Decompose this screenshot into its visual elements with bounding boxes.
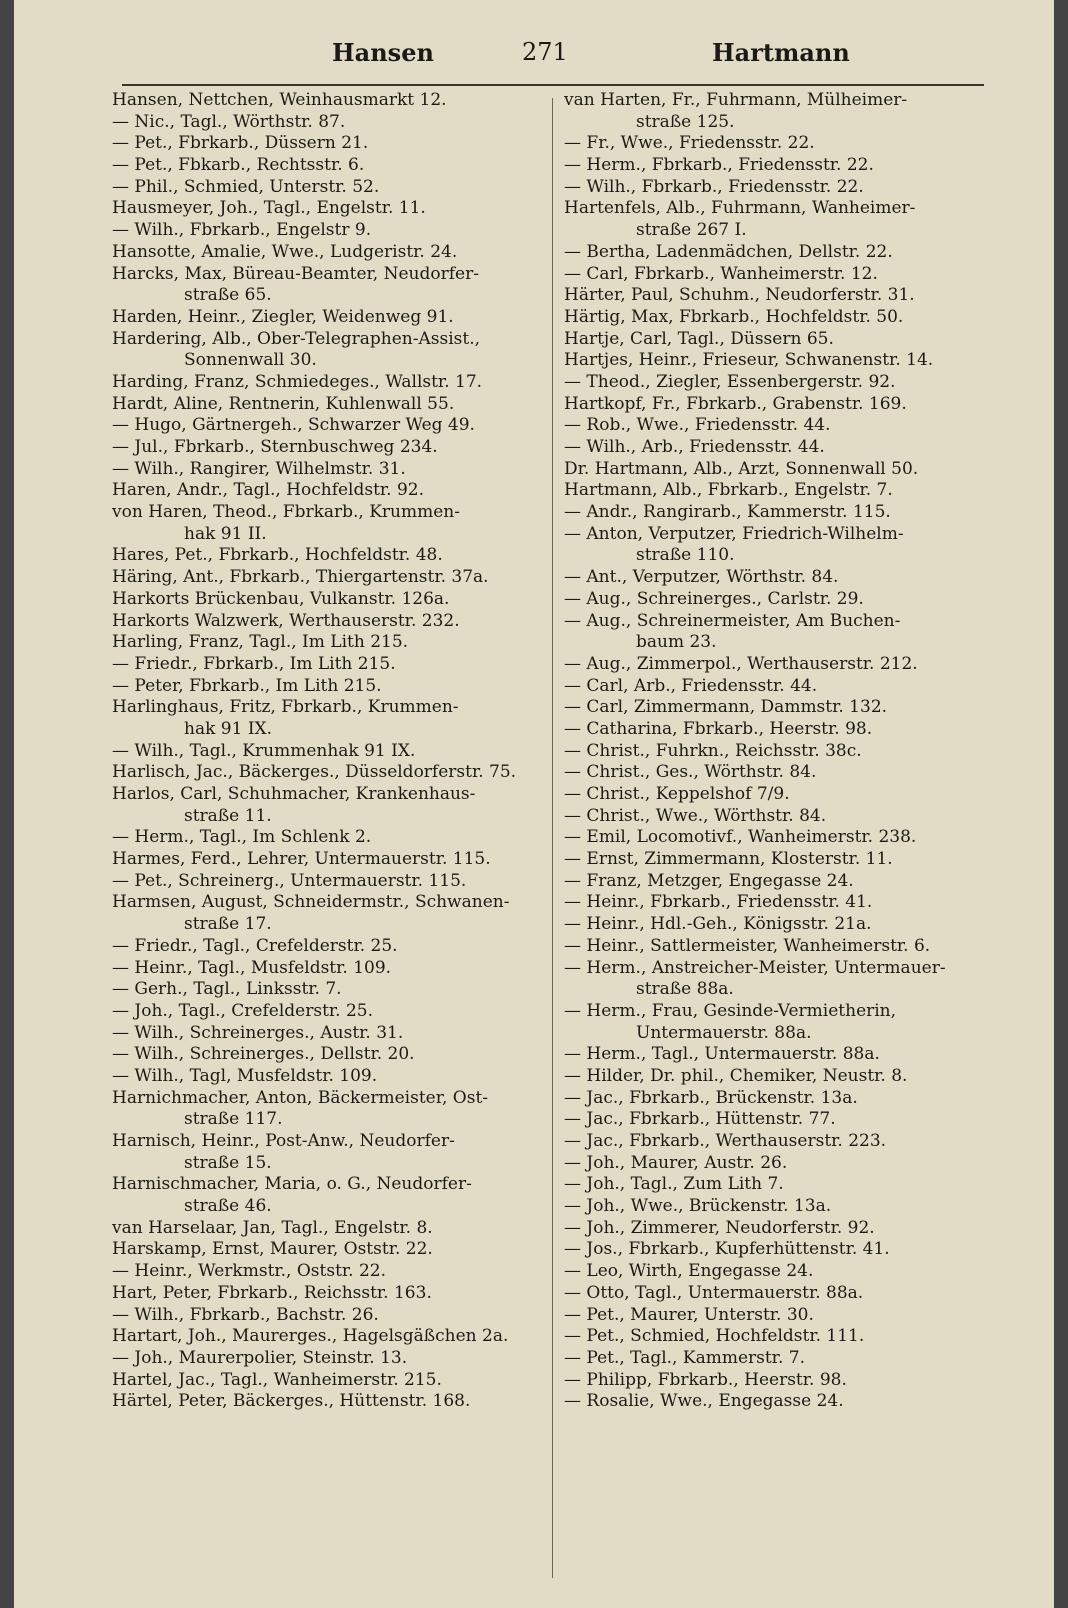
directory-entry: Hardt, Aline, Rentnerin, Kuhlenwall 55.	[112, 393, 455, 414]
directory-entry: — Catharina, Fbrkarb., Heerstr. 98.	[564, 718, 873, 739]
directory-entry: — Andr., Rangirarb., Kammerstr. 115.	[564, 502, 891, 523]
directory-entry: — Peter, Fbrkarb., Im Lith 215.	[112, 675, 382, 696]
directory-entry: — Carl, Arb., Friedensstr. 44.	[564, 675, 818, 696]
header-rule	[122, 84, 984, 86]
directory-entry: — Carl, Zimmermann, Dammstr. 132.	[564, 697, 888, 718]
directory-entry: — Joh., Zimmerer, Neudorferstr. 92.	[564, 1217, 875, 1238]
directory-entry: Hartmann, Alb., Fbrkarb., Engelstr. 7.	[564, 480, 893, 501]
entry-continuation: hak 91 II.	[184, 523, 267, 544]
directory-entry: — Joh., Maurer, Austr. 26.	[564, 1152, 788, 1173]
directory-entry: — Heinr., Fbrkarb., Friedensstr. 41.	[564, 892, 873, 913]
directory-entry: — Philipp, Fbrkarb., Heerstr. 98.	[564, 1369, 847, 1390]
directory-entry: — Aug., Zimmerpol., Werthauserstr. 212.	[564, 653, 918, 674]
directory-entry: Hansotte, Amalie, Wwe., Ludgeristr. 24.	[112, 241, 458, 262]
directory-entry: Härtig, Max, Fbrkarb., Hochfeldstr. 50.	[564, 306, 904, 327]
directory-entry: — Emil, Locomotivf., Wanheimerstr. 238.	[564, 827, 917, 848]
entry-continuation: hak 91 IX.	[184, 718, 273, 739]
directory-entry: Harding, Franz, Schmiedeges., Wallstr. 17.	[112, 371, 483, 392]
directory-entry: — Herm., Tagl., Untermauerstr. 88a.	[564, 1044, 880, 1065]
entry-continuation: straße 65.	[184, 285, 272, 306]
directory-entry: Hart, Peter, Fbrkarb., Reichsstr. 163.	[112, 1282, 432, 1303]
directory-entry: — Heinr., Hdl.-Geh., Königsstr. 21a.	[564, 914, 872, 935]
directory-entry: — Pet., Fbkarb., Rechtsstr. 6.	[112, 155, 365, 176]
directory-entry: — Franz, Metzger, Engegasse 24.	[564, 870, 854, 891]
entry-continuation: straße 46.	[184, 1196, 272, 1217]
directory-entry: — Christ., Wwe., Wörthstr. 84.	[564, 805, 827, 826]
entry-continuation: straße 88a.	[636, 979, 734, 1000]
directory-entry: — Friedr., Tagl., Crefelderstr. 25.	[112, 935, 398, 956]
directory-entry: Härter, Paul, Schuhm., Neudorferstr. 31.	[564, 285, 915, 306]
directory-entry: — Heinr., Tagl., Musfeldstr. 109.	[112, 957, 392, 978]
header-right-catchword: Hartmann	[712, 38, 850, 67]
directory-entry: — Wilh., Schreinerges., Dellstr. 20.	[112, 1044, 415, 1065]
directory-entry: — Pet., Maurer, Unterstr. 30.	[564, 1304, 814, 1325]
directory-entry: — Hugo, Gärtnergeh., Schwarzer Weg 49.	[112, 415, 475, 436]
entry-continuation: straße 11.	[184, 805, 272, 826]
directory-entry: — Aug., Schreinerges., Carlstr. 29.	[564, 588, 864, 609]
directory-entry: — Herm., Frau, Gesinde-Vermietherin,	[564, 1000, 897, 1021]
directory-entry: — Leo, Wirth, Engegasse 24.	[564, 1261, 814, 1282]
directory-entry: — Herm., Fbrkarb., Friedensstr. 22.	[564, 155, 874, 176]
directory-entry: — Christ., Ges., Wörthstr. 84.	[564, 762, 817, 783]
directory-entry: Hansen, Nettchen, Weinhausmarkt 12.	[112, 90, 447, 110]
directory-page	[14, 0, 1054, 1608]
directory-entry: — Ernst, Zimmermann, Klosterstr. 11.	[564, 849, 893, 870]
directory-entry: Härtel, Peter, Bäckerges., Hüttenstr. 168.	[112, 1391, 471, 1412]
directory-entry: van Harten, Fr., Fuhrmann, Mülheimer-	[564, 90, 908, 110]
directory-entry: — Aug., Schreinermeister, Am Buchen-	[564, 610, 901, 631]
directory-entry: — Joh., Tagl., Zum Lith 7.	[564, 1174, 784, 1195]
entry-continuation: Sonnenwall 30.	[184, 350, 317, 371]
directory-entry: — Heinr., Sattlermeister, Wanheimerstr. 6.	[564, 935, 931, 956]
directory-entry: — Christ., Fuhrkn., Reichsstr. 38c.	[564, 740, 862, 761]
directory-entry: Harcks, Max, Büreau-Beamter, Neudorfer-	[112, 263, 479, 284]
directory-entry: van Harselaar, Jan, Tagl., Engelstr. 8.	[112, 1217, 433, 1238]
entry-continuation: straße 17.	[184, 914, 272, 935]
directory-entry: — Bertha, Ladenmädchen, Dellstr. 22.	[564, 241, 893, 262]
directory-entry: — Wilh., Rangirer, Wilhelmstr. 31.	[112, 458, 406, 479]
directory-entry: — Anton, Verputzer, Friedrich-Wilhelm-	[564, 523, 904, 544]
directory-entry: Harnischmacher, Maria, o. G., Neudorfer-	[112, 1174, 472, 1195]
directory-entry: — Gerh., Tagl., Linksstr. 7.	[112, 979, 342, 1000]
directory-entry: Harmsen, August, Schneidermstr., Schwanen-	[112, 892, 510, 913]
right-column	[564, 90, 994, 1413]
directory-entry: Harden, Heinr., Ziegler, Weidenweg 91.	[112, 306, 454, 327]
directory-entry: Harlisch, Jac., Bäckerges., Düsseldorferstr. 75.	[112, 762, 517, 783]
directory-entry: Hartenfels, Alb., Fuhrmann, Wanheimer-	[564, 198, 916, 219]
directory-entry: — Joh., Wwe., Brückenstr. 13a.	[564, 1196, 832, 1217]
directory-entry: — Wilh., Fbrkarb., Bachstr. 26.	[112, 1304, 379, 1325]
entry-continuation: straße 15.	[184, 1152, 272, 1173]
directory-entry: — Theod., Ziegler, Essenbergerstr. 92.	[564, 371, 896, 392]
directory-entry: — Jac., Fbrkarb., Brückenstr. 13a.	[564, 1087, 858, 1108]
directory-entry: — Pet., Fbrkarb., Düssern 21.	[112, 133, 369, 154]
directory-entry: Dr. Hartmann, Alb., Arzt, Sonnenwall 50.	[564, 458, 919, 479]
directory-entry: Harskamp, Ernst, Maurer, Oststr. 22.	[112, 1239, 433, 1260]
directory-entry: Harmes, Ferd., Lehrer, Untermauerstr. 115.	[112, 849, 491, 870]
directory-entry: — Jos., Fbrkarb., Kupferhüttenstr. 41.	[564, 1239, 890, 1260]
directory-entry: — Pet., Tagl., Kammerstr. 7.	[564, 1347, 805, 1368]
directory-entry: Hares, Pet., Fbrkarb., Hochfeldstr. 48.	[112, 545, 443, 566]
directory-entry: von Haren, Theod., Fbrkarb., Krummen-	[112, 502, 461, 523]
directory-entry: — Hilder, Dr. phil., Chemiker, Neustr. 8.	[564, 1065, 908, 1086]
directory-entry: Hausmeyer, Joh., Tagl., Engelstr. 11.	[112, 198, 426, 219]
directory-entry: — Rob., Wwe., Friedensstr. 44.	[564, 415, 831, 436]
directory-entry: — Jul., Fbrkarb., Sternbuschweg 234.	[112, 437, 438, 457]
directory-entry: — Otto, Tagl., Untermauerstr. 88a.	[564, 1282, 864, 1303]
directory-entry: Harlos, Carl, Schuhmacher, Krankenhaus-	[112, 784, 476, 804]
directory-entry: — Rosalie, Wwe., Engegasse 24.	[564, 1391, 844, 1412]
directory-entry: Hartel, Jac., Tagl., Wanheimerstr. 215.	[112, 1369, 442, 1390]
directory-entry: — Joh., Tagl., Crefelderstr. 25.	[112, 1000, 374, 1021]
directory-entry: — Phil., Schmied, Unterstr. 52.	[112, 176, 380, 197]
directory-entry: — Joh., Maurerpolier, Steinstr. 13.	[112, 1347, 408, 1368]
directory-entry: — Pet., Schmied, Hochfeldstr. 111.	[564, 1326, 865, 1347]
directory-entry: Harnisch, Heinr., Post-Anw., Neudorfer-	[112, 1131, 455, 1151]
directory-entry: — Christ., Keppelshof 7/9.	[564, 784, 790, 804]
directory-entry: — Herm., Anstreicher-Meister, Untermauer-	[564, 957, 946, 978]
header-left-catchword: Hansen	[332, 38, 434, 67]
directory-entry: — Ant., Verputzer, Wörthstr. 84.	[564, 567, 839, 588]
directory-entry: Harkorts Walzwerk, Werthauserstr. 232.	[112, 610, 460, 631]
directory-entry: Hartjes, Heinr., Frieseur, Schwanenstr. 14.	[564, 350, 934, 371]
page-number: 271	[522, 38, 568, 66]
directory-entry: — Pet., Schreinerg., Untermauerstr. 115.	[112, 870, 467, 891]
directory-entry: — Wilh., Arb., Friedensstr. 44.	[564, 437, 825, 457]
directory-entry: Hartje, Carl, Tagl., Düssern 65.	[564, 328, 834, 349]
directory-entry: Haren, Andr., Tagl., Hochfeldstr. 92.	[112, 480, 425, 501]
entry-continuation: Untermauerstr. 88a.	[636, 1022, 812, 1043]
directory-entry: — Wilh., Schreinerges., Austr. 31.	[112, 1022, 404, 1043]
directory-entry: — Heinr., Werkmstr., Oststr. 22.	[112, 1261, 387, 1282]
entry-continuation: straße 267 I.	[636, 220, 747, 241]
entry-continuation: baum 23.	[636, 632, 717, 653]
column-divider	[552, 98, 553, 1578]
entry-continuation: straße 117.	[184, 1109, 283, 1130]
entry-continuation: straße 110.	[636, 545, 735, 566]
directory-entry: — Herm., Tagl., Im Schlenk 2.	[112, 827, 372, 848]
directory-entry: Harling, Franz, Tagl., Im Lith 215.	[112, 632, 409, 653]
directory-entry: — Wilh., Tagl., Krummenhak 91 IX.	[112, 740, 416, 761]
directory-entry: — Jac., Fbrkarb., Hüttenstr. 77.	[564, 1109, 836, 1130]
page-header	[14, 38, 1054, 78]
directory-entry: — Carl, Fbrkarb., Wanheimerstr. 12.	[564, 263, 878, 284]
directory-entry: Harlinghaus, Fritz, Fbrkarb., Krummen-	[112, 697, 459, 718]
directory-entry: — Wilh., Tagl, Musfeldstr. 109.	[112, 1065, 378, 1086]
directory-entry: Hardering, Alb., Ober-Telegraphen-Assist.,	[112, 328, 481, 349]
left-column	[112, 90, 532, 1413]
directory-entry: — Nic., Tagl., Wörthstr. 87.	[112, 111, 346, 132]
directory-entry: Hartkopf, Fr., Fbrkarb., Grabenstr. 169.	[564, 393, 907, 414]
directory-entry: Hartart, Joh., Maurerges., Hagelsgäßchen 2a.	[112, 1326, 509, 1347]
directory-entry: — Jac., Fbrkarb., Werthauserstr. 223.	[564, 1131, 887, 1151]
directory-entry: — Fr., Wwe., Friedensstr. 22.	[564, 133, 815, 154]
directory-entry: Häring, Ant., Fbrkarb., Thiergartenstr. 37a.	[112, 567, 489, 588]
directory-entry: Harkorts Brückenbau, Vulkanstr. 126a.	[112, 588, 450, 609]
directory-entry: — Friedr., Fbrkarb., Im Lith 215.	[112, 653, 396, 674]
directory-entry: — Wilh., Fbrkarb., Friedensstr. 22.	[564, 176, 864, 197]
directory-entry: Harnichmacher, Anton, Bäckermeister, Ost-	[112, 1087, 489, 1108]
directory-entry: — Wilh., Fbrkarb., Engelstr 9.	[112, 220, 372, 241]
entry-continuation: straße 125.	[636, 111, 735, 132]
